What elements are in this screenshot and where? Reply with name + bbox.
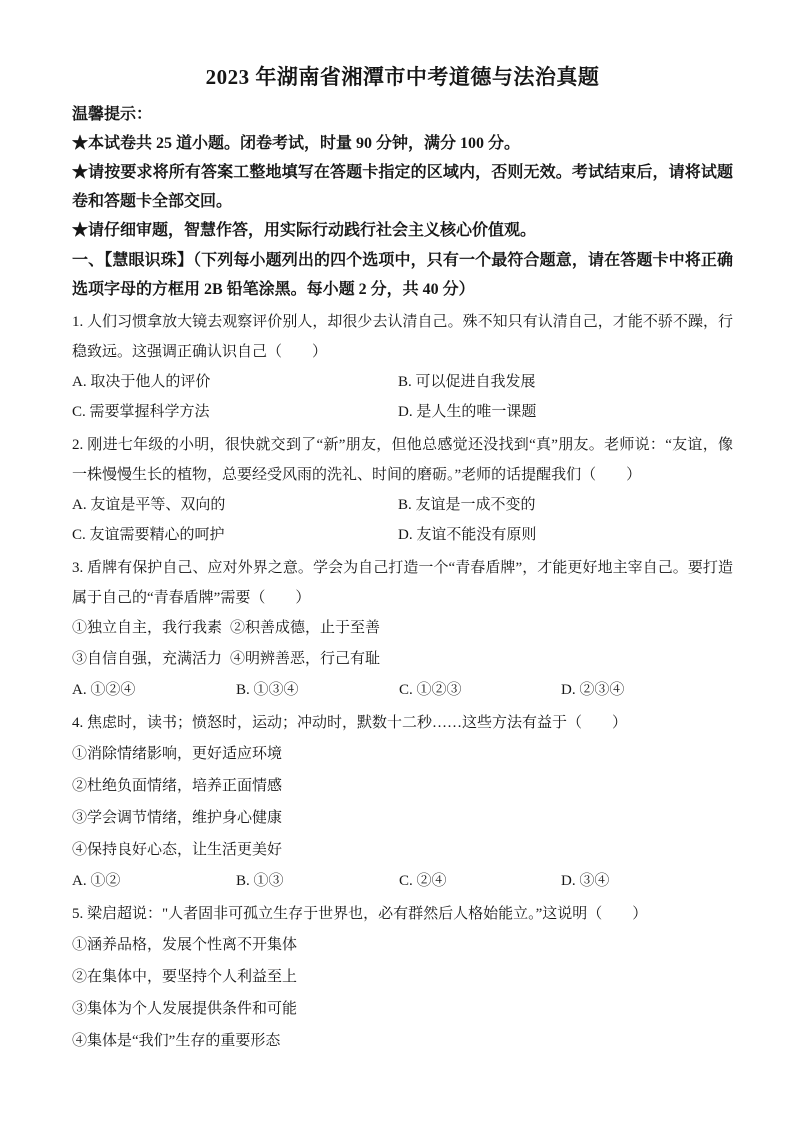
question-4-subitem-3: ③学会调节情绪，维护身心健康 bbox=[72, 810, 283, 826]
question-3-subitem-1: ①独立自主，我行我素 bbox=[72, 620, 223, 636]
question-3-subitem-3: ③自信自强，充满活力 bbox=[72, 651, 223, 667]
page-title: 2023 年湖南省湘潭市中考道德与法治真题 bbox=[205, 65, 600, 89]
question-1-option-a: A. 取决于他人的评价 bbox=[72, 374, 211, 390]
question-3-subitem-4: ④明辨善恶，行己有耻 bbox=[230, 651, 381, 667]
question-4-options bbox=[72, 866, 733, 896]
question-4-option-a: A. ①② bbox=[72, 873, 121, 889]
question-2-option-a: A. 友谊是平等、双向的 bbox=[72, 497, 226, 513]
question-2-option-b: B. 友谊是一成不变的 bbox=[398, 497, 536, 513]
question-3-stem: 3. 盾牌有保护自己、应对外界之意。学会为自己打造一个“青春盾牌”，才能更好地主宰自己。要打造属于自己的“青春盾牌”需要（ ） bbox=[72, 560, 733, 606]
question-1-option-c: C. 需要掌握科学方法 bbox=[72, 404, 210, 420]
question-3-option-c: C. ①②③ bbox=[399, 682, 462, 698]
question-1-option-d: D. 是人生的唯一课题 bbox=[398, 404, 537, 420]
question-5-subitem-3: ③集体为个人发展提供条件和可能 bbox=[72, 1001, 298, 1017]
question-3-option-b: B. ①③④ bbox=[236, 682, 299, 698]
question-5-subitem-4: ④集体是“我们”生存的重要形态 bbox=[72, 1033, 281, 1049]
question-4-stem: 4. 焦虑时，读书；愤怒时，运动；冲动时，默数十二秒……这些方法有益于（ ） bbox=[72, 715, 628, 731]
notice-line-3: ★请仔细审题，智慧作答，用实际行动践行社会主义核心价值观。 bbox=[72, 222, 537, 239]
question-5-subitem-1: ①涵养品格，发展个性离不开集体 bbox=[72, 937, 298, 953]
question-4-subitem-2: ②杜绝负面情绪，培养正面情感 bbox=[72, 778, 283, 794]
question-1-option-b: B. 可以促进自我发展 bbox=[398, 374, 536, 390]
question-4 bbox=[72, 708, 733, 896]
question-3-option-a: A. ①②④ bbox=[72, 682, 136, 698]
question-1-options bbox=[72, 367, 733, 427]
question-3-option-d: D. ②③④ bbox=[561, 682, 625, 698]
question-4-option-d: D. ③④ bbox=[561, 873, 610, 889]
question-2-option-d: D. 友谊不能没有原则 bbox=[398, 527, 537, 543]
notice-line-1: ★本试卷共 25 道小题。闭卷考试，时量 90 分钟，满分 100 分。 bbox=[72, 135, 521, 152]
question-2 bbox=[72, 430, 733, 550]
question-3-options bbox=[72, 675, 733, 705]
question-4-option-c: C. ②④ bbox=[399, 873, 447, 889]
question-4-subitem-1: ①消除情绪影响，更好适应环境 bbox=[72, 746, 283, 762]
question-5-stem: 5. 梁启超说："人者固非可孤立生存于世界也，必有群然后人格始能立。”这说明（ ） bbox=[72, 906, 648, 922]
question-2-stem: 2. 刚进七年级的小明，很快就交到了“新”朋友，但他总感觉还没找到“真”朋友。老师说：“友谊，像一株慢慢生长的植物，总要经受风雨的洗礼、时间的磨砺。”老师的话提醒我们（ ） bbox=[72, 437, 733, 483]
question-2-options bbox=[72, 490, 733, 550]
question-1 bbox=[72, 307, 733, 427]
question-3-subitems bbox=[72, 613, 733, 675]
question-5 bbox=[72, 899, 733, 1057]
question-5-subitem-2: ②在集体中，要坚持个人利益至上 bbox=[72, 969, 298, 985]
question-1-stem: 1. 人们习惯拿放大镜去观察评价别人，却很少去认清自己。殊不知只有认清自己，才能不骄不躁，行稳致远。这强调正确认识自己（ ） bbox=[72, 314, 733, 360]
question-3 bbox=[72, 553, 733, 705]
notice-line-2: ★请按要求将所有答案工整地填写在答题卡指定的区域内，否则无效。考试结束后，请将试题卷和答题卡全部交回。 bbox=[72, 164, 733, 210]
question-4-subitem-4: ④保持良好心态，让生活更美好 bbox=[72, 842, 283, 858]
question-4-option-b: B. ①③ bbox=[236, 873, 284, 889]
question-3-subitem-2: ②积善成德，止于至善 bbox=[230, 620, 381, 636]
notice-heading: 温馨提示： bbox=[72, 106, 153, 123]
question-2-option-c: C. 友谊需要精心的呵护 bbox=[72, 527, 225, 543]
section-heading: 一、【慧眼识珠】（下列每小题列出的四个选项中，只有一个最符合题意，请在答题卡中将正确选项字母的方框用 2B 铅笔涂黑。每小题 2 分，共 40 分） bbox=[72, 252, 733, 298]
